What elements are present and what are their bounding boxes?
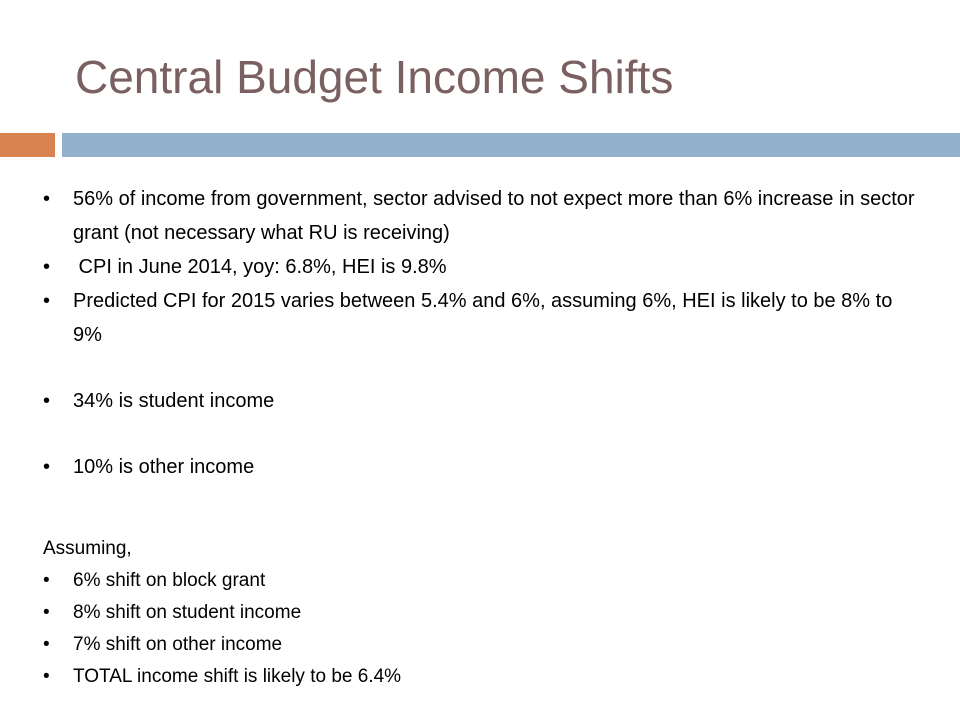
bullet-item: • CPI in June 2014, yoy: 6.8%, HEI is 9.8% — [43, 250, 923, 284]
assumptions-section — [43, 533, 923, 693]
assuming-label: Assuming, — [43, 538, 132, 559]
bullet-item: • 10% is other income — [43, 450, 923, 484]
title-accent-bar-orange — [0, 133, 55, 157]
assumption-item: • 8% shift on student income — [43, 597, 923, 629]
title-accent-bar-blue — [62, 133, 960, 157]
assumption-item: • TOTAL income shift is likely to be 6.4% — [43, 661, 923, 693]
bullet-list — [43, 182, 923, 484]
assumption-item: • 7% shift on other income — [43, 629, 923, 661]
spacer — [43, 418, 923, 450]
spacer — [43, 352, 923, 384]
assumption-item: • 6% shift on block grant — [43, 565, 923, 597]
bullet-item: • 34% is student income — [43, 384, 923, 418]
bullet-item: • 56% of income from government, sector advised to not expect more than 6% increase in sector grant (not necessary what RU is receiving) — [43, 182, 923, 250]
bullet-item: • Predicted CPI for 2015 varies between 5.4% and 6%, assuming 6%, HEI is likely to be 8% to 9% — [43, 284, 923, 352]
slide-title: Central Budget Income Shifts — [75, 51, 674, 103]
